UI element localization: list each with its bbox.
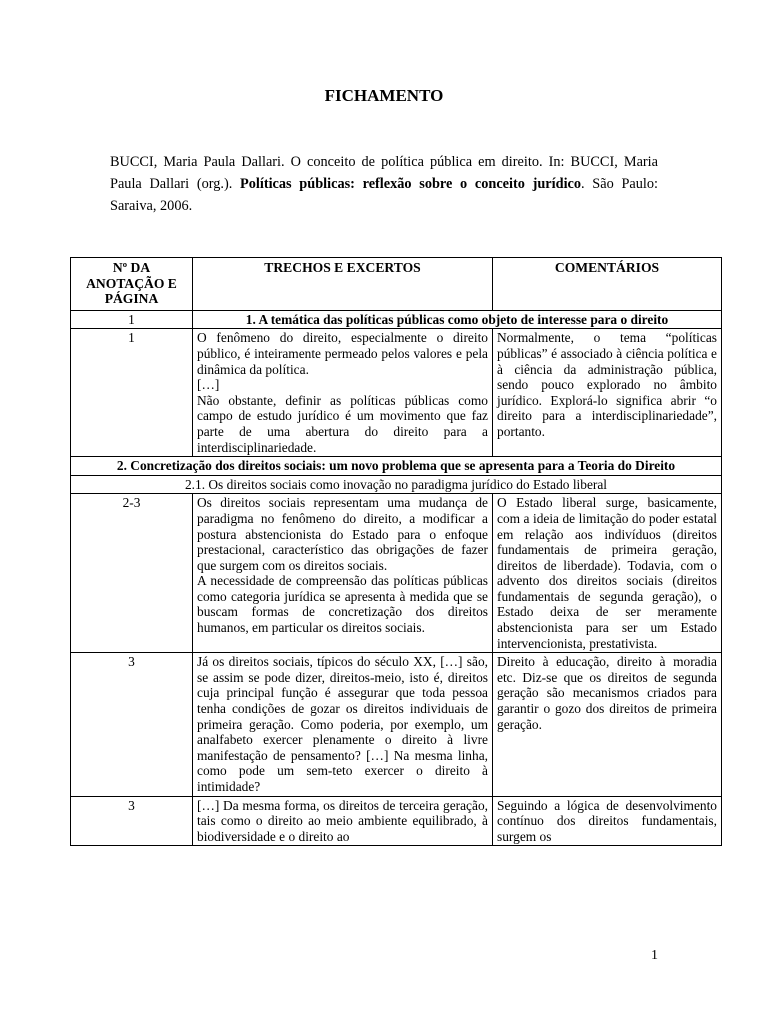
- comment-cell: Seguindo a lógica de desenvolvimento contínuo dos direitos fundamentais, surgem os: [493, 796, 722, 846]
- excerpt-cell: [193, 329, 493, 457]
- table-row: [71, 796, 722, 846]
- document-title: FICHAMENTO: [324, 86, 444, 105]
- section-title: 1. A temática das políticas públicas como objeto de interesse para o direito: [193, 310, 722, 329]
- header-annotation-number: Nº DA ANOTAÇÃO E PÁGINA: [71, 258, 193, 311]
- reference-text-part2: . São Paulo: Saraiva, 2006.: [110, 176, 658, 214]
- comment-cell: O Estado liberal surge, basicamente, com a ideia de limitação do poder estatal em relação aos indivíduos (direitos fundamentais de primeira geração, direitos de liberdade). Todavia, com o advento dos direitos sociais (direitos fundamentais de segunda geração), o Estado deixa de ser meramente abstencionista para ser um Estado intervencionista, prestativista.: [493, 494, 722, 653]
- subsection-row: [71, 475, 722, 494]
- annotation-number: 1: [71, 329, 193, 457]
- excerpt-paragraph: O fenômeno do direito, especialmente o direito público, é inteiramente permeado pelos valores e pela dinâmica da política.: [197, 330, 488, 377]
- excerpt-paragraph: Não obstante, definir as políticas públicas como campo de estudo jurídico é um movimento que faz parte de uma abertura do direito para a interdisciplinariedade.: [197, 392, 488, 455]
- bibliographic-reference: [110, 151, 658, 217]
- annotation-number: 3: [71, 653, 193, 796]
- header-excerpts: TRECHOS E EXCERTOS: [193, 258, 493, 311]
- header-comments: COMENTÁRIOS: [493, 258, 722, 311]
- subsection-title: 2.1. Os direitos sociais como inovação no paradigma jurídico do Estado liberal: [71, 475, 722, 494]
- table-row: [71, 653, 722, 796]
- excerpt-paragraph: Os direitos sociais representam uma mudança de paradigma no fenômeno do direito, a modificar a postura abstencionista do Estado para o enfoque prestacional, característico das obrigações de fazer que surgem com os direitos sociais.: [197, 495, 488, 573]
- reference-book-title: Políticas públicas: reflexão sobre o conceito jurídico: [240, 176, 582, 192]
- section-row: [71, 310, 722, 329]
- excerpt-paragraph: A necessidade de compreensão das políticas públicas como categoria jurídica se apresenta à medida que se buscam formas de concretização dos direitos humanos, em particular os direitos sociais.: [197, 573, 488, 636]
- fichamento-table: [70, 257, 722, 846]
- excerpt-ellipsis: […]: [197, 377, 220, 393]
- excerpt-cell: [193, 494, 493, 653]
- table-row: [71, 494, 722, 653]
- table-row: [71, 329, 722, 457]
- section-title: 2. Concretização dos direitos sociais: um novo problema que se apresenta para a Teoria do Direito: [71, 457, 722, 476]
- excerpt-cell: […] Da mesma forma, os direitos de terceira geração, tais como o direito ao meio ambiente equilibrado, à biodiversidade e o direito ao: [193, 796, 493, 846]
- excerpt-cell: Já os direitos sociais, típicos do século XX, […] são, se assim se pode dizer, direitos-meio, isto é, direitos cuja principal função é assegurar que toda pessoa tenha condições de gozar os direitos individuais de primeira geração. Como poderia, por exemplo, um analfabeto exercer plenamente o direito à livre manifestação de pensamento? […] Na mesma linha, como pode um sem-teto exercer o direito à intimidade?: [193, 653, 493, 796]
- page-number: 1: [651, 948, 658, 963]
- section-row: [71, 457, 722, 476]
- comment-cell: Normalmente, o tema “políticas públicas” é associado à ciência política e à ciência da administração pública, sendo pouco explorado no âmbito jurídico. Explorá-lo significa abrir “o direito para a interdisciplinariedade”, portanto.: [493, 329, 722, 457]
- annotation-number: 2-3: [71, 494, 193, 653]
- section-number: 1: [71, 310, 193, 329]
- table-header-row: [71, 258, 722, 311]
- annotation-number: 3: [71, 796, 193, 846]
- reference-text-part1: BUCCI, Maria Paula Dallari. O conceito de política pública em direito. In: BUCCI, Maria Paula Dallari (org.).: [110, 154, 658, 192]
- comment-cell: Direito à educação, direito à moradia etc. Diz-se que os direitos de segunda geração são mecanismos criados para garantir o gozo dos direitos de primeira geração.: [493, 653, 722, 796]
